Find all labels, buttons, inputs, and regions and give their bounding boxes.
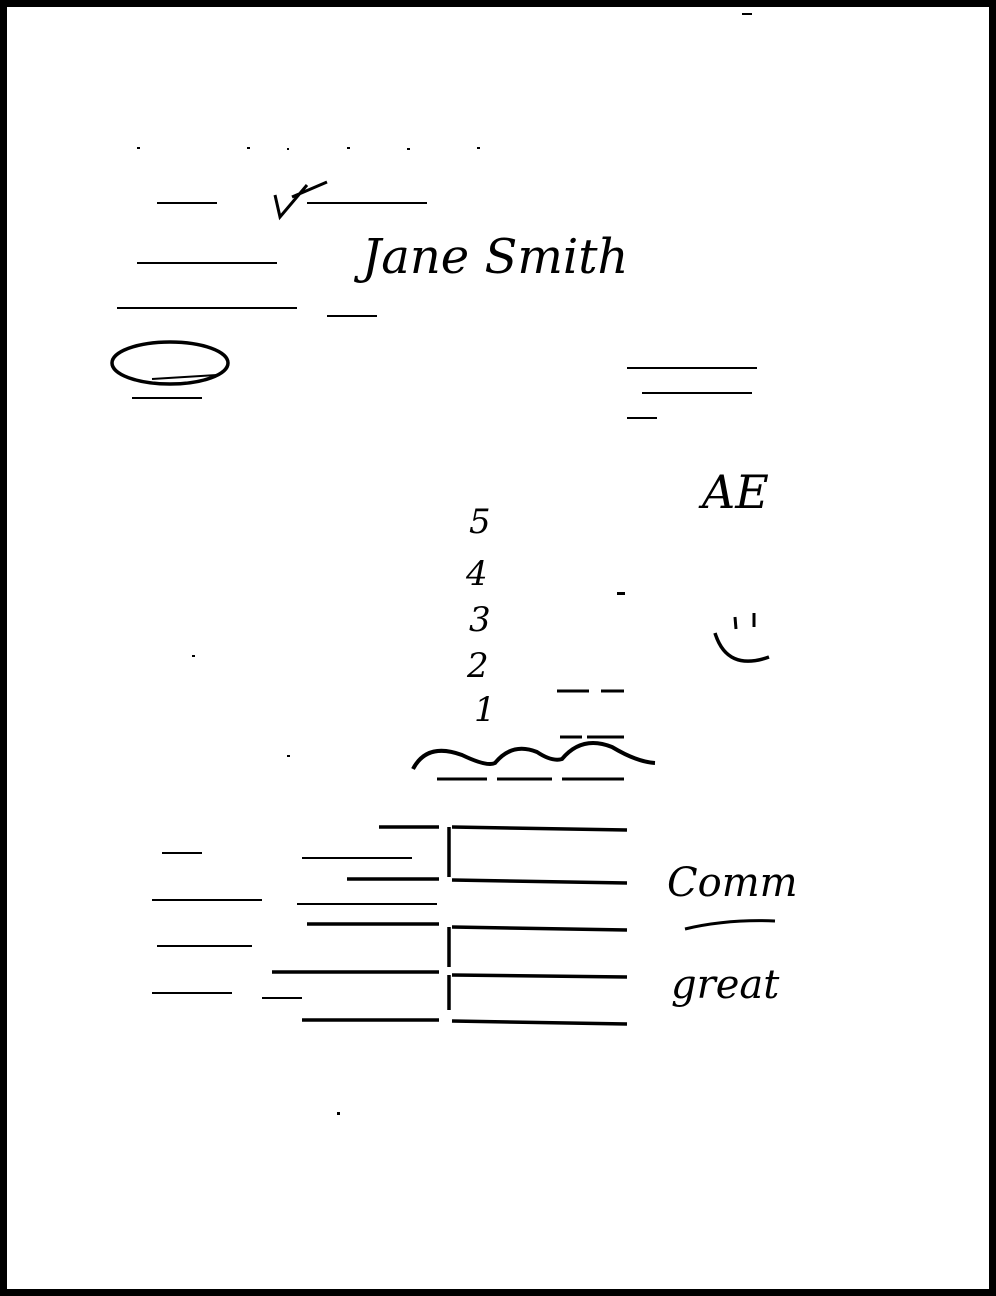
name-handwriting: Jane Smith [362, 229, 629, 285]
scale-dashes [437, 691, 624, 779]
rating-level-4: 4 [466, 554, 488, 594]
side-note-comment: Comm [667, 860, 798, 906]
ruled-table [272, 827, 627, 1024]
scanned-page [7, 7, 989, 1289]
side-note-remark: great [671, 962, 780, 1008]
rating-level-2: 2 [467, 646, 489, 686]
faded-print-specks [117, 13, 757, 1115]
wavy-scribble [413, 743, 655, 769]
rating-level-1: 1 [474, 690, 496, 730]
handwriting-layer [7, 7, 989, 1289]
smiley-face-icon [715, 613, 769, 661]
note-underline [685, 921, 775, 929]
grade-mark: AE [702, 465, 769, 519]
rating-level-5: 5 [469, 502, 491, 542]
rating-level-3: 3 [469, 600, 491, 640]
check-mark-icon [275, 182, 327, 217]
